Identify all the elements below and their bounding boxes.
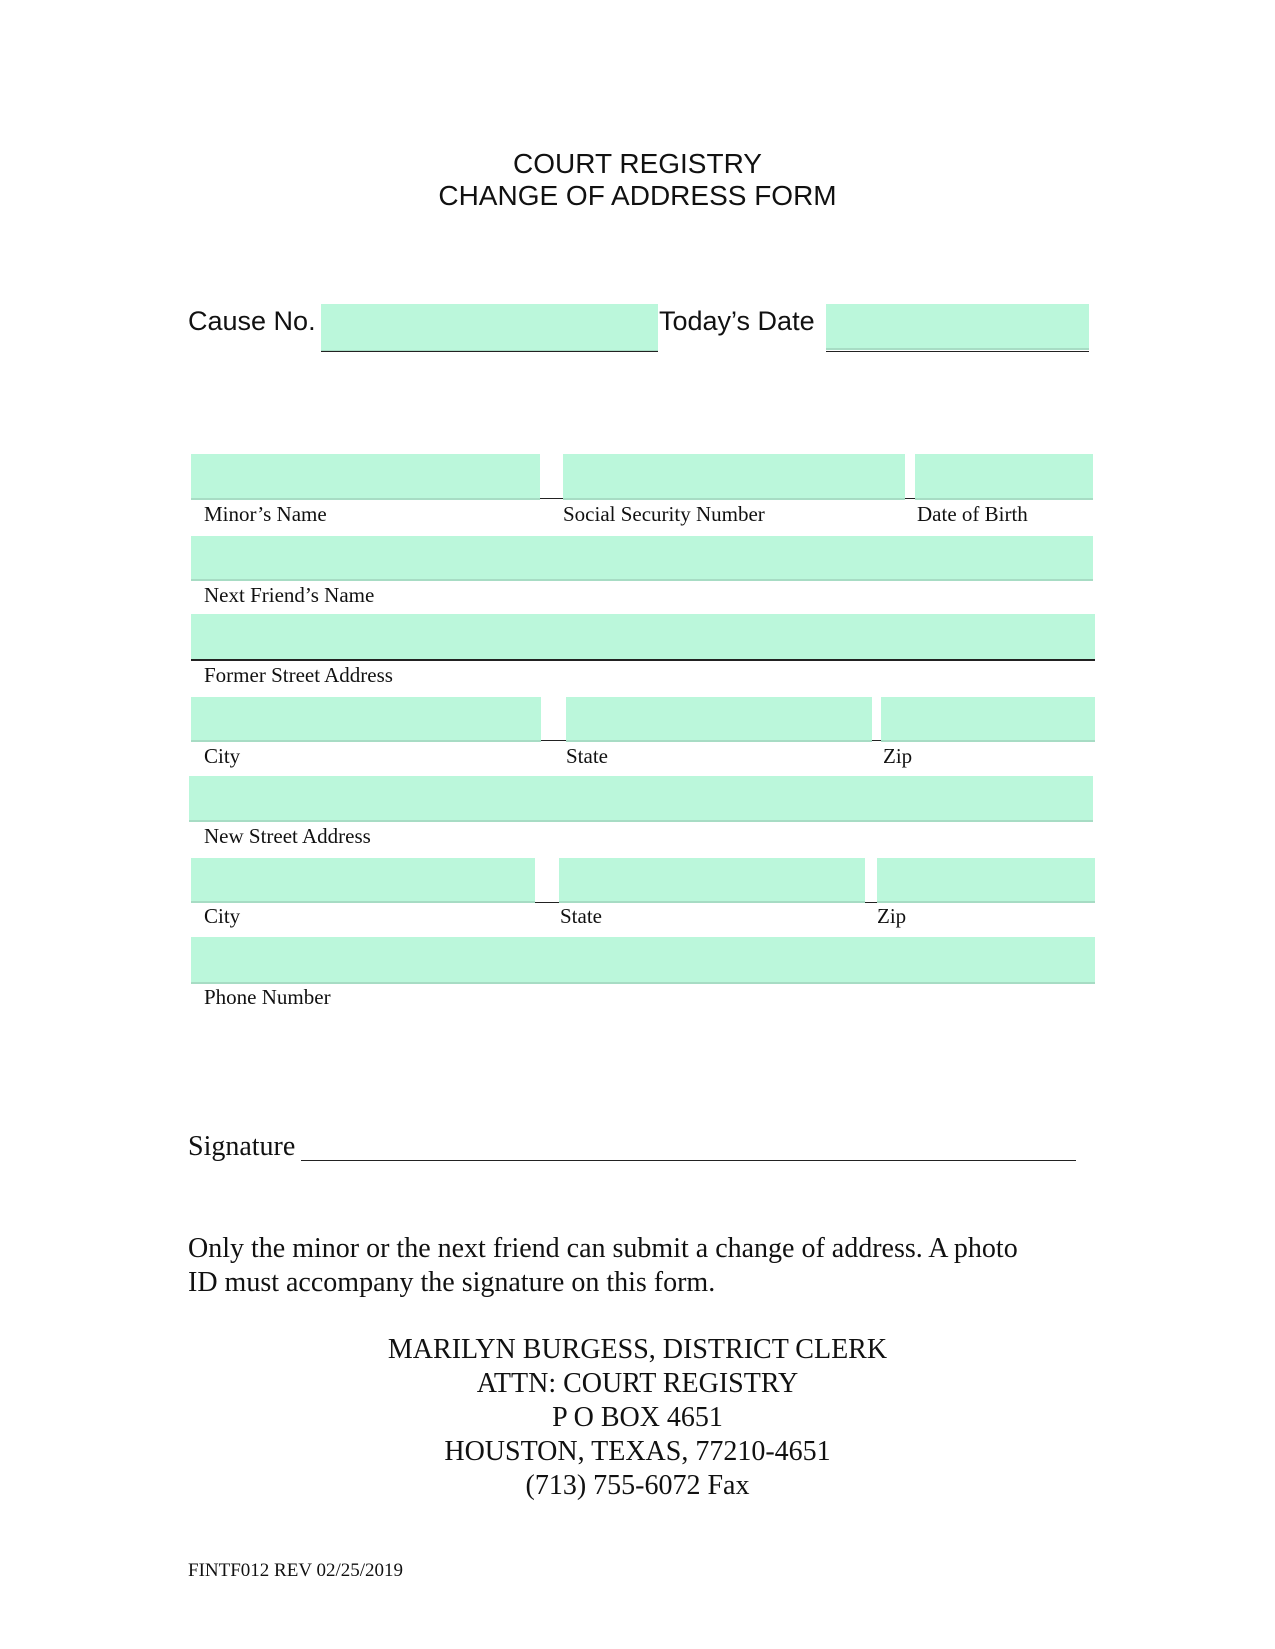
signature-line[interactable] [301,1160,1076,1161]
new-city-label: City [204,904,241,928]
new-zip-field[interactable] [877,858,1095,903]
former-state-label: State [566,744,608,768]
cause-no-label: Cause No. [188,306,316,336]
new-city-gap-underline [535,902,559,903]
form-title-line2: CHANGE OF ADDRESS FORM [438,180,837,211]
phone-number-field[interactable] [191,937,1095,984]
former-street-field[interactable] [191,614,1095,661]
next-friend-name-field[interactable] [191,536,1093,581]
minors-name-label: Minor’s Name [204,502,327,526]
new-street-label: New Street Address [204,824,371,848]
todays-date-field[interactable] [826,304,1089,350]
ssn-field[interactable] [563,454,905,500]
notice-line1: Only the minor or the next friend can submit a change of address. A photo [188,1233,1018,1264]
address-line-pobox: P O BOX 4651 [552,1402,723,1433]
address-line-city: HOUSTON, TEXAS, 77210-4651 [444,1436,831,1467]
former-zip-field[interactable] [881,697,1095,742]
form-title-line1: COURT REGISTRY [513,148,762,179]
former-city-label: City [204,744,241,768]
form-revision-id: FINTF012 REV 02/25/2019 [188,1560,404,1581]
cause-no-field[interactable] [321,304,658,352]
notice-line2: ID must accompany the signature on this form. [188,1267,716,1298]
new-state-label: State [560,904,602,928]
address-line-clerk: MARILYN BURGESS, DISTRICT CLERK [387,1334,888,1365]
next-friend-name-label: Next Friend’s Name [204,583,375,607]
new-street-field[interactable] [189,776,1093,822]
former-city-field[interactable] [191,697,541,742]
new-zip-label: Zip [877,904,907,928]
former-state-gap-underline [872,740,881,741]
former-zip-label: Zip [883,744,913,768]
new-state-gap-underline [865,902,877,903]
dob-label: Date of Birth [917,502,1028,526]
former-street-label: Former Street Address [204,663,393,687]
new-city-field[interactable] [191,858,535,903]
minors-name-gap-underline [540,498,563,499]
todays-date-label: Today’s Date [659,306,815,336]
minors-name-field[interactable] [191,454,540,500]
address-line-attn: ATTN: COURT REGISTRY [476,1368,799,1399]
phone-number-label: Phone Number [204,985,331,1009]
dob-field[interactable] [915,454,1093,500]
former-state-field[interactable] [566,697,872,742]
ssn-gap-underline [905,498,915,499]
cause-no-underline [321,351,658,352]
todays-date-underline [826,351,1089,352]
former-city-gap-underline [541,740,566,741]
ssn-label: Social Security Number [563,502,765,526]
new-state-field[interactable] [559,858,865,903]
signature-label: Signature [188,1131,296,1162]
address-line-fax: (713) 755-6072 Fax [525,1470,750,1501]
